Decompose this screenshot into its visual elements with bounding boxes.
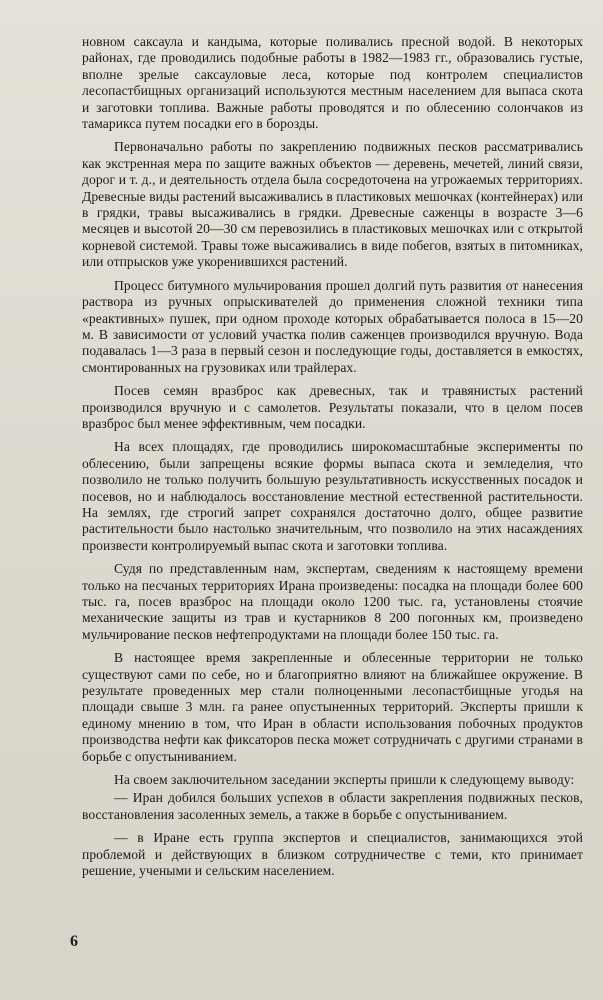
paragraph-3: Процесс битумного мульчирования прошел долгий путь развития от нанесения раствора из ручных опрыскивателей до применения сложной техники типа «реактивных» пушек, при одном проходе которых обрабатывается полоса в 15—20 м. В зависимости от условий участка полив саженцев производился вручную. Вода подавалась 1—3 раза в первый сезон и последующие годы, доставляется в емкостях, смонтированных на грузовиках или трайлерах.: [82, 277, 583, 375]
conclusion-item-1: — Иран добился больших успехов в области закрепления подвижных песков, восстановления засоленных земель, а также в борьбе с опустыниванием.: [82, 790, 583, 822]
paragraph-4: Посев семян вразброс как древесных, так и травянистых растений производился вручную и с самолетов. Результаты показали, что в целом посев вразброс был менее эффективным, чем посадки.: [82, 383, 583, 431]
paragraph-7: В настоящее время закрепленные и облесенные территории не только существуют сами по себе, но и благоприятно влияют на ближайшее окружение. В результате проведенных мер стали полноценными лесопастбищные угодья на площади свыше 3 млн. га ранее опустыненных территорий. Эксперты пришли к единому мнению в том, что Иран в области использования побочных продуктов производства нефти как фиксаторов песка может сотрудничать с другими странами в борьбе с опустыниванием.: [82, 650, 583, 764]
body-text: [82, 34, 583, 887]
paragraph-2: Первоначально работы по закреплению подвижных песков рассматривались как экстренная мера по защите важных объектов — деревень, мечетей, линий связи, дорог и т. д., и деятельность отдела была сосредоточена на угрожаемых территориях. Древесные виды растений высаживались в пластиковых мешочках (контейнерах) или в грядки, травы высаживались в грядки. Древесные саженцы в возрасте 3—6 месяцев и высотой 20—30 см перевозились в пластиковых мешочках или с открытой корневой системой. Травы тоже высаживались в виде побегов, взятых в питомниках, или отпрысков уже укоренившихся растений.: [82, 139, 583, 270]
paragraph-8: На своем заключительном заседании эксперты пришли к следующему выводу:: [114, 772, 575, 788]
paragraph-1: новном саксаула и кандыма, которые поливались пресной водой. В некоторых районах, где проводились подобные работы в 1982—1983 гг., образовались густые, вполне зрелые саксауловые леса, которые под контролем специалистов лесопастбищных организаций используются местным населением для выпаса скота и заготовки топлива. Важные работы проводятся и по облесению солончаков из тамарикса путем посадки его в борозды.: [82, 34, 583, 132]
paragraph-6: Судя по представленным нам, экспертам, сведениям к настоящему времени только на песчаных территориях Ирана произведены: посадка на площади более 600 тыс. га, посев вразброс на площади около 1200 тыс. га, установлены стоячие механические защиты из трав и кустарников 8 200 погонных км, произведено мульчирование песков нефтепродуктами на площади более 150 тыс. га.: [82, 561, 583, 642]
conclusion-item-2: — в Иране есть группа экспертов и специалистов, занимающихся этой проблемой и действующих в близком сотрудничестве с теми, кто принимает решение, учеными и сельским населением.: [82, 830, 583, 879]
page-number: 6: [70, 933, 78, 950]
paragraph-5: На всех площадях, где проводились широкомасштабные эксперименты по облесению, были запрещены всякие формы выпаса скота и земледелия, что позволило не только получить большую результативность искусственных посадок и посевов, но и наблюдалось восстановление местной естественной растительности. На землях, где строгий запрет сохранялся достаточно долго, общее развитие растительности было настолько значительным, что позволило на этих насаждениях произвести контролируемый выпас скота и заготовки топлива.: [82, 439, 583, 553]
